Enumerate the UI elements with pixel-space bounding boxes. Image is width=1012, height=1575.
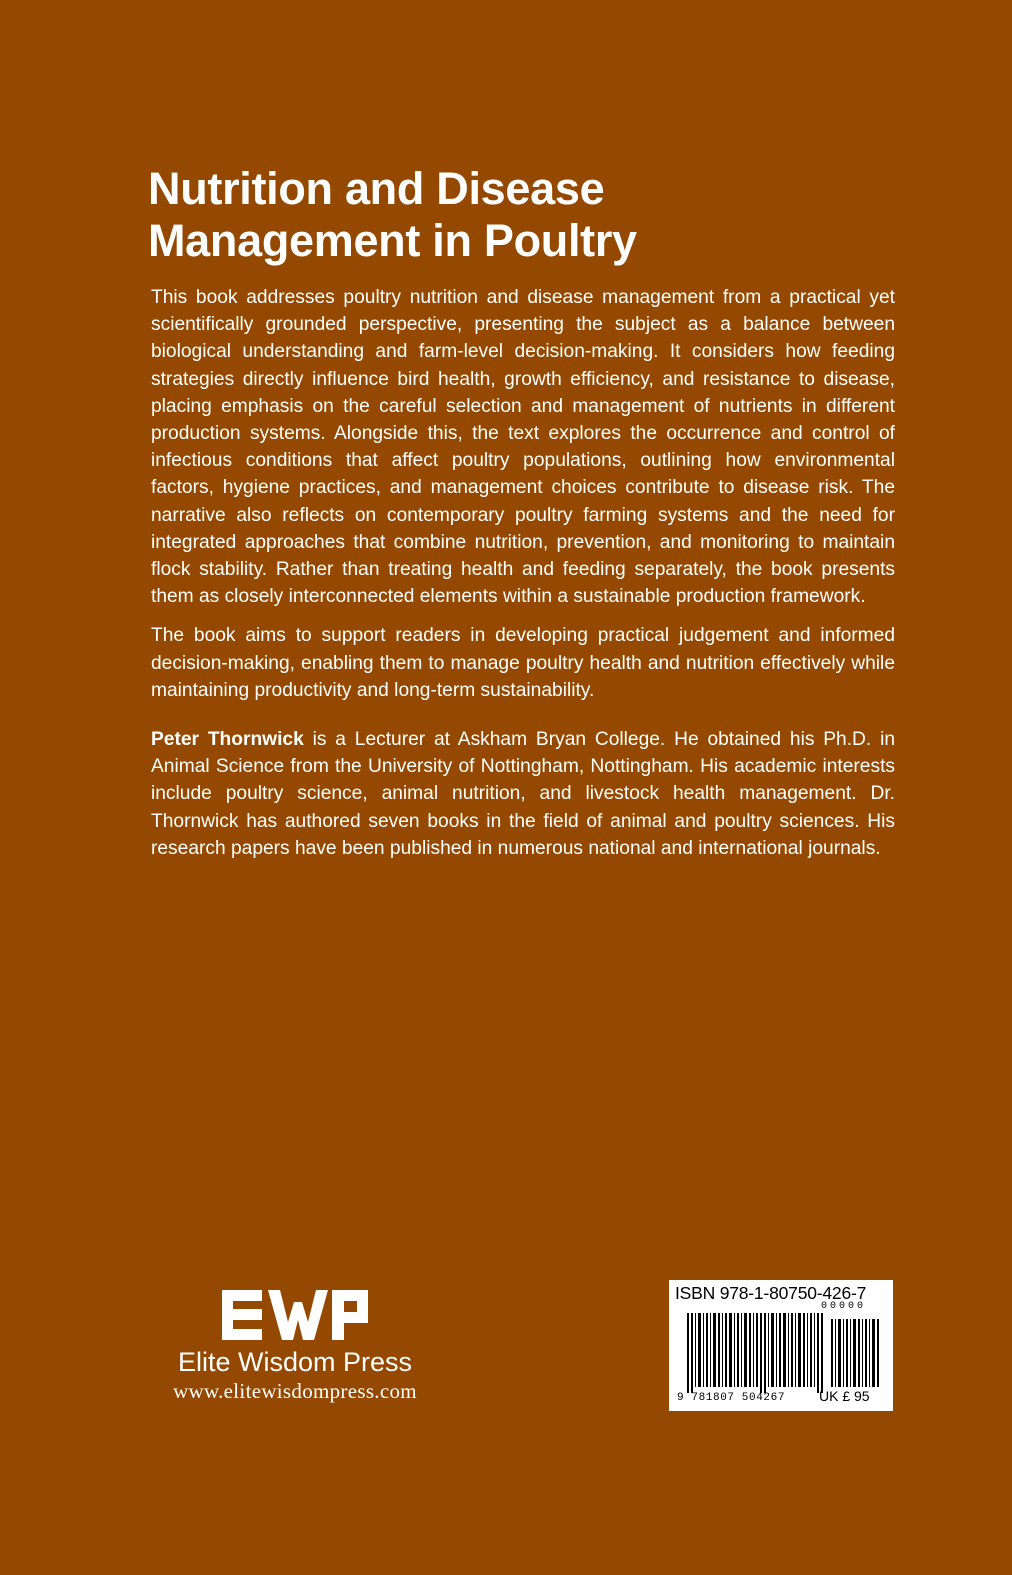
back-cover-text xyxy=(151,284,895,874)
description-paragraph-2: The book aims to support readers in developing practical judgement and informed decision-making, enabling them to manage poultry health and nutrition effectively while maintaining productivity and long-term sustainability. xyxy=(151,625,895,701)
book-title-line-1: Nutrition and Disease xyxy=(148,163,605,214)
description-paragraph-1: This book addresses poultry nutrition and disease management from a practical yet scientifically grounded perspective, presenting the subject as a balance between biological understanding and farm-level decision-making. It considers how feeding strategies directly influence bird health, growth efficiency, and resistance to disease, placing emphasis on the careful selection and management of nutrients in different production systems. Alongside this, the text explores the occurrence and control of infectious conditions that affect poultry populations, outlining how environmental factors, hygiene practices, and management choices contribute to disease risk. The narrative also reflects on contemporary poultry farming systems and the need for integrated approaches that combine nutrition, prevention, and monitoring to maintain flock stability. Rather than treating health and feeding separately, the book presents them as closely interconnected elements within a sustainable production framework. xyxy=(151,287,895,608)
publisher-url: www.elitewisdompress.com xyxy=(173,1379,417,1403)
publisher-logo-icon xyxy=(222,1290,368,1340)
author-bio xyxy=(151,726,895,862)
publisher-name: Elite Wisdom Press xyxy=(177,1347,413,1377)
publisher-block xyxy=(150,1290,440,1404)
price-label: UK £ 95 xyxy=(819,1388,870,1404)
isbn-label: ISBN 978-1-80750-426-7 xyxy=(675,1283,867,1303)
barcode-bars-icon xyxy=(677,1313,887,1393)
author-bio-text: is a Lecturer at Askham Bryan College. He obtained his Ph.D. in Animal Science from the University of Nottingham, Nottingham. His academic interests include poultry science, animal nutrition, and livestock health management. Dr. Thornwick has authored seven books in the field of animal and poultry sciences. His research papers have been published in numerous national and international journals. xyxy=(151,729,895,859)
barcode-ean-digits: 9 781807 504267 xyxy=(677,1392,786,1404)
barcode-addon-digits: 00000 xyxy=(821,1301,867,1312)
isbn-barcode-box xyxy=(669,1280,893,1411)
book-title xyxy=(148,163,908,267)
author-name: Peter Thornwick xyxy=(151,729,304,751)
book-title-line-2: Management in Poultry xyxy=(148,215,637,266)
